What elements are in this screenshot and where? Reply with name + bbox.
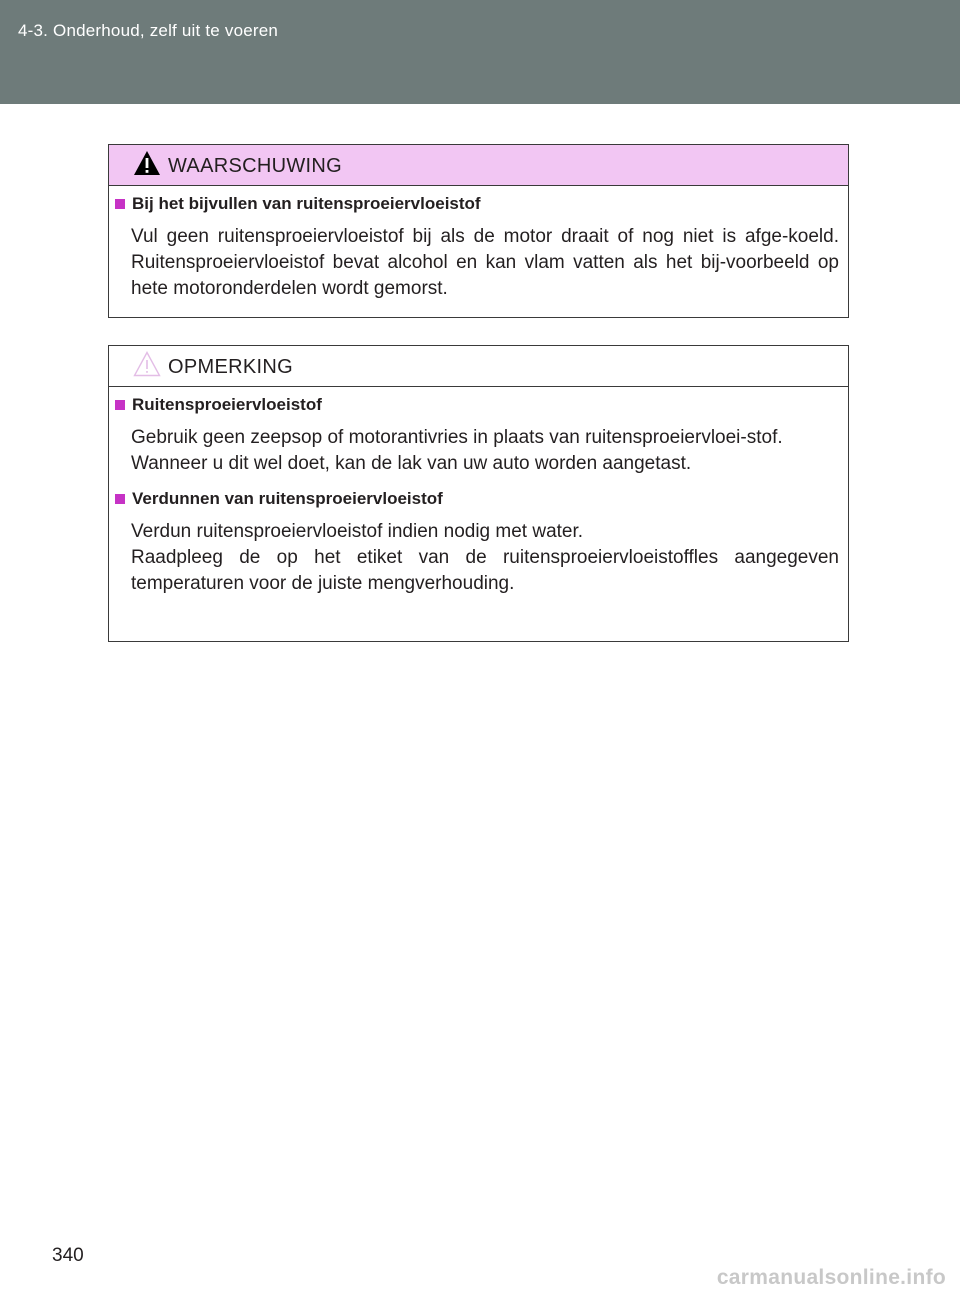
notice-item-line: Verdun ruitensproeiervloeistof indien nodig met water. <box>131 521 584 542</box>
notice-box <box>108 345 849 642</box>
section-title: 4-3. Onderhoud, zelf uit te voeren <box>18 21 279 40</box>
warning-item-text <box>131 224 839 302</box>
notice-body <box>109 387 848 597</box>
warning-item-heading <box>115 192 839 216</box>
warning-triangle-outline-icon <box>133 351 161 377</box>
warning-header <box>109 145 848 186</box>
notice-header <box>109 346 848 387</box>
notice-item-heading-text: Ruitensproeiervloeistof <box>132 395 322 414</box>
bullet-square-icon <box>115 199 125 209</box>
warning-body <box>109 186 848 302</box>
bullet-square-icon <box>115 494 125 504</box>
notice-title: OPMERKING <box>168 356 293 378</box>
notice-item-heading <box>115 393 839 417</box>
notice-item-line: Raadpleeg de op het etiket van de ruitensproeiervloeistoffles aangegeven temperaturen voor de juiste mengverhouding. <box>131 547 839 594</box>
notice-item-text <box>131 425 839 477</box>
notice-item-text <box>131 519 839 597</box>
notice-item-line: Wanneer u dit wel doet, kan de lak van uw auto worden aangetast. <box>131 453 692 474</box>
warning-triangle-filled-icon <box>133 150 161 176</box>
notice-item-line: Gebruik geen zeepsop of motorantivries in plaats van ruitensproeiervloei-stof. <box>131 427 783 448</box>
watermark: carmanualsonline.info <box>716 1266 946 1289</box>
page-number: 340 <box>52 1245 84 1266</box>
notice-item-heading-text: Verdunnen van ruitensproeiervloeistof <box>132 489 443 508</box>
warning-box <box>108 144 849 318</box>
bullet-square-icon <box>115 400 125 410</box>
warning-item-line: Vul geen ruitensproeiervloeistof bij als de motor draait of nog niet is afge-koeld. Ruitensproeiervloeistof bevat alcohol en kan vlam vatten als het bij-voorbeeld op hete motoronderdelen wordt gemorst. <box>131 226 839 299</box>
warning-title: WAARSCHUWING <box>168 155 342 177</box>
header-band <box>0 0 960 104</box>
notice-item-heading <box>115 487 839 511</box>
warning-item-heading-text: Bij het bijvullen van ruitensproeiervloeistof <box>132 194 481 213</box>
